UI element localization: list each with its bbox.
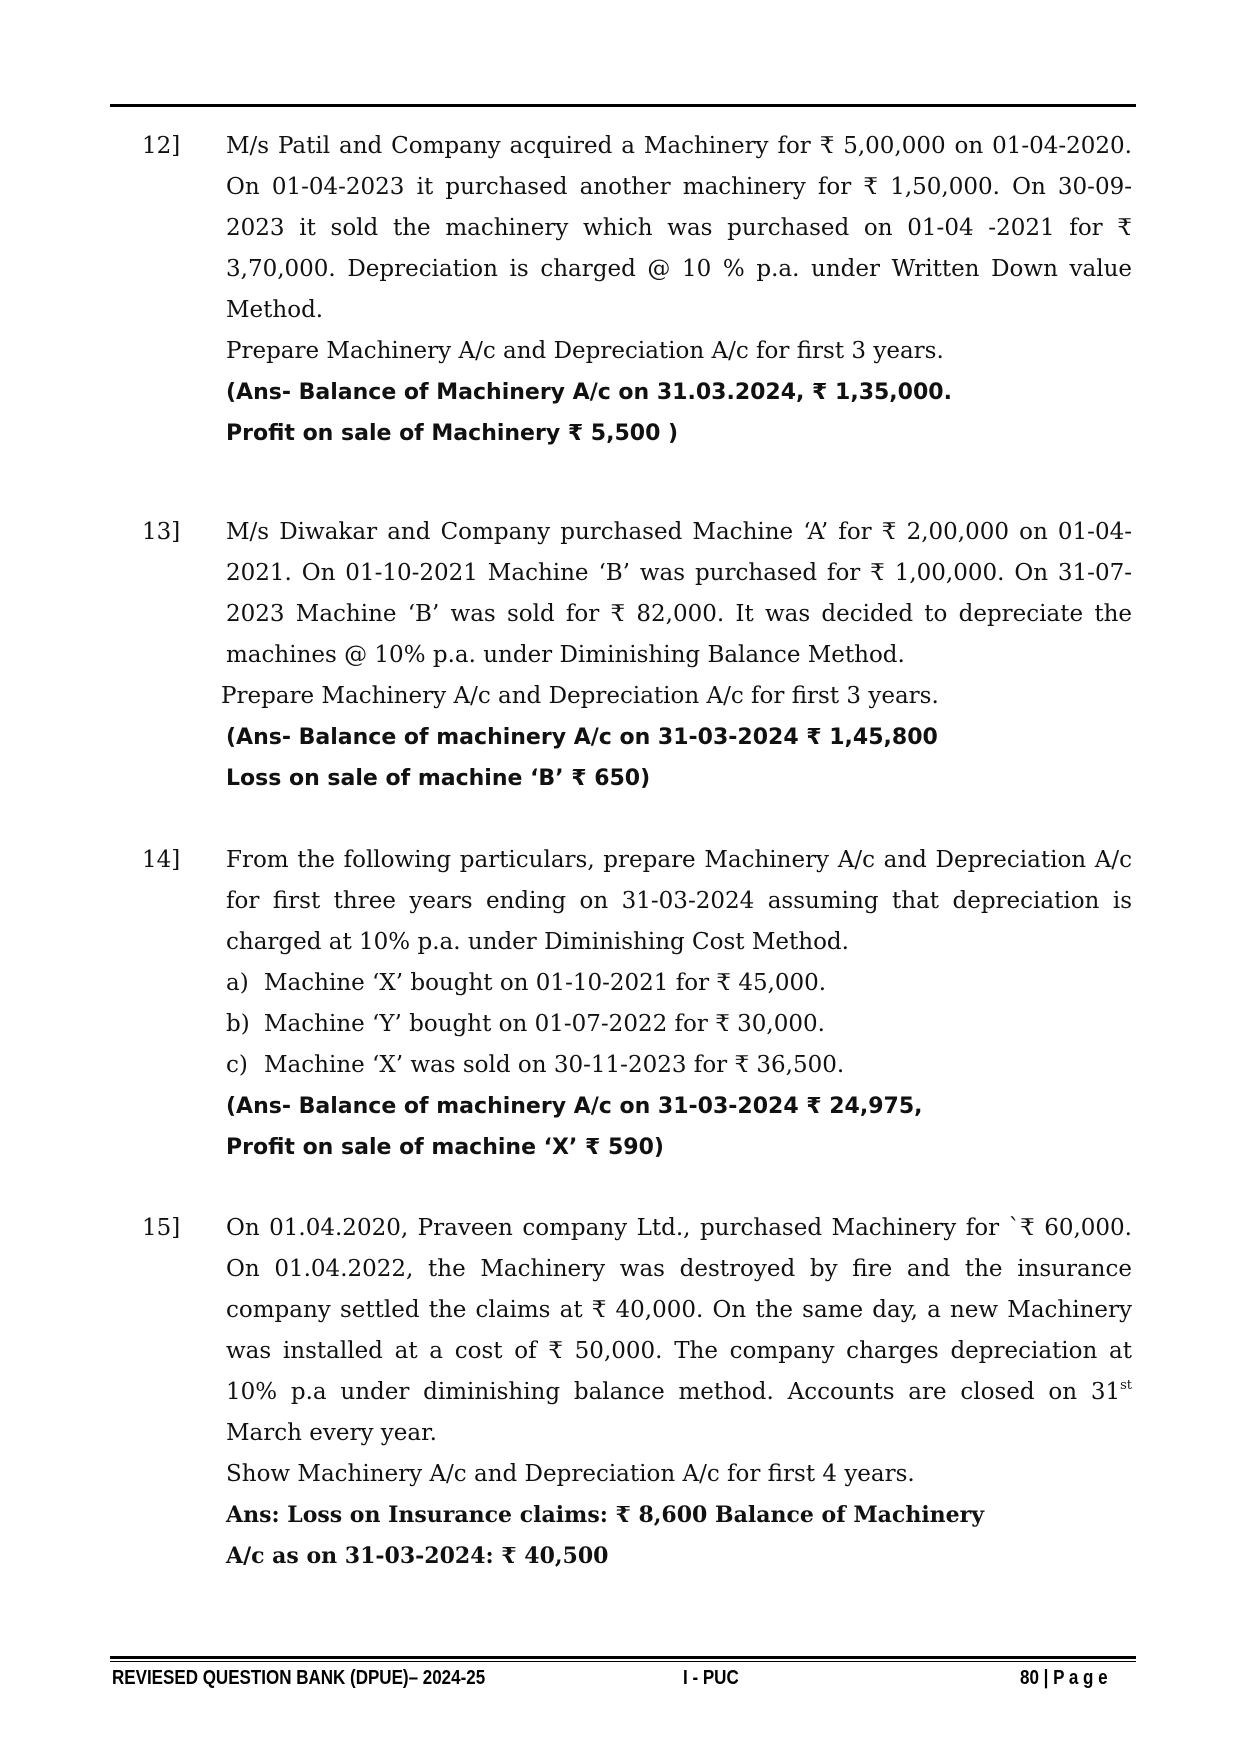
answer-line: Loss on sale of machine ‘B’ ₹ 650)	[226, 766, 651, 791]
answer-line: (Ans- Balance of machinery A/c on 31-03-2024 ₹ 24,975,	[226, 1094, 923, 1119]
list-item-text: Machine ‘Y’ bought on 01-07-2022 for ₹ 30,000.	[264, 1011, 825, 1037]
list-item-text: Machine ‘X’ was sold on 30-11-2023 for ₹ 36,500.	[264, 1052, 845, 1078]
superscript: st	[1120, 1378, 1132, 1393]
answer-line: (Ans- Balance of Machinery A/c on 31.03.2024, ₹ 1,35,000.	[226, 380, 952, 405]
question-number: 14]	[142, 847, 181, 873]
question-number: 13]	[142, 519, 181, 545]
question-number: 15]	[142, 1215, 181, 1241]
question-instruction: Prepare Machinery A/c and Depreciation A/c for first 3 years.	[226, 338, 944, 364]
answer-line: Profit on sale of Machinery ₹ 5,500 )	[226, 421, 679, 446]
question-instruction: Prepare Machinery A/c and Depreciation A/c for first 3 years.	[221, 683, 939, 709]
footer-rule	[110, 1656, 1136, 1659]
list-item-text: Machine ‘X’ bought on 01-10-2021 for ₹ 45,000.	[264, 970, 827, 996]
question-number: 12]	[142, 133, 181, 159]
list-item-label: c)	[226, 1052, 248, 1078]
question-text-tail: March every year.	[226, 1420, 437, 1446]
page-number: 80 | P a g e	[1020, 1667, 1108, 1689]
list-item-label: b)	[226, 1011, 250, 1037]
header-rule	[110, 104, 1136, 107]
question-text: From the following particulars, prepare Machinery A/c and Depreciation A/c for first three years ending on 31-03-2024 assuming that depreciation is charged at 10% p.a. under Diminishing Cost Method.	[226, 847, 1132, 955]
list-item-label: a)	[226, 970, 249, 996]
list-item	[226, 963, 1132, 1004]
footer-class: I - PUC	[683, 1667, 739, 1689]
answer-line: Ans: Loss on Insurance claims: ₹ 8,600 Balance of Machinery	[226, 1502, 985, 1528]
answer-line: A/c as on 31-03-2024: ₹ 40,500	[226, 1543, 609, 1569]
answer-line: (Ans- Balance of machinery A/c on 31-03-2024 ₹ 1,45,800	[226, 725, 938, 750]
question-text	[226, 1208, 1132, 1454]
list-item	[226, 1045, 1132, 1086]
list-item	[226, 1004, 1132, 1045]
question-instruction: Show Machinery A/c and Depreciation A/c for first 4 years.	[226, 1461, 915, 1487]
answer-line: Profit on sale of machine ‘X’ ₹ 590)	[226, 1135, 664, 1160]
question-text: M/s Diwakar and Company purchased Machine ‘A’ for ₹ 2,00,000 on 01-04-2021. On 01-10-2021 Machine ‘B’ was purchased for ₹ 1,00,000. On 31-07-2023 Machine ‘B’ was sold for ₹ 82,000. It was decided to depreciate the machines @ 10% p.a. under Diminishing Balance Method.	[226, 519, 1132, 668]
question-text-main: On 01.04.2020, Praveen company Ltd., purchased Machinery for `₹ 60,000. On 01.04.2022, the Machinery was destroyed by fire and the insurance company settled the claims at ₹ 40,000. On the same day, a new Machinery was installed at a cost of ₹ 50,000. The company charges depreciation at 10% p.a under diminishing balance method. Accounts are closed on 31	[226, 1215, 1132, 1405]
question-text: M/s Patil and Company acquired a Machinery for ₹ 5,00,000 on 01-04-2020. On 01-04-2023 it purchased another machinery for ₹ 1,50,000. On 30-09-2023 it sold the machinery which was purchased on 01-04 -2021 for ₹ 3,70,000. Depreciation is charged @ 10 % p.a. under Written Down value Method.	[226, 133, 1132, 323]
footer-title: REVIESED QUESTION BANK (DPUE)– 2024-25	[112, 1667, 486, 1689]
footer-rule-thin	[110, 1661, 1136, 1662]
